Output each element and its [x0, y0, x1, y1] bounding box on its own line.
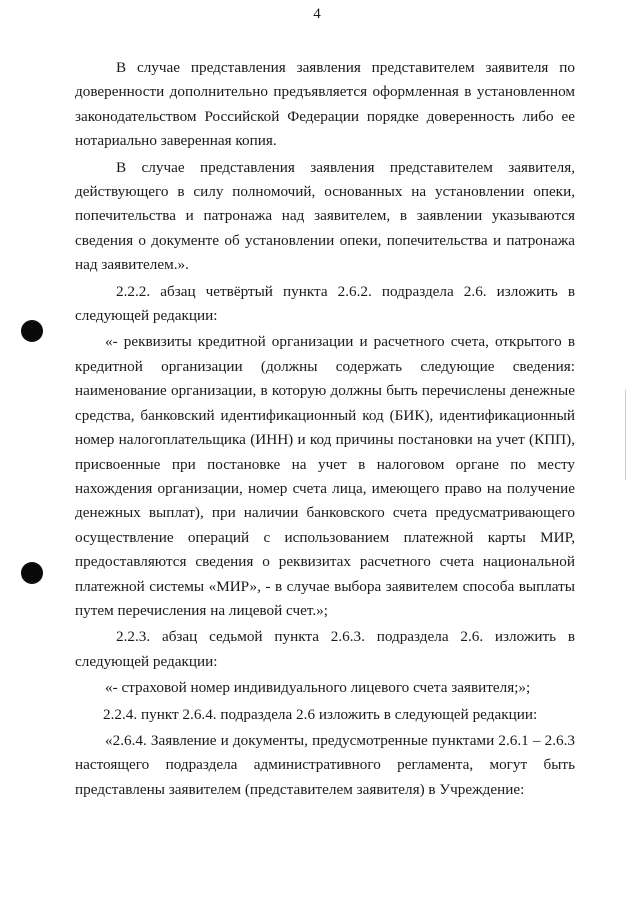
page-number: 4	[313, 6, 321, 22]
paragraph-power-of-attorney: В случае представления заявления представителем заявителя по доверенности дополнительно предъявляется оформленная в установленном законодательством Российской Федерации порядке доверенность либо ее нотариально заверенная копия.	[75, 59, 575, 150]
paragraph-2-6-4: «2.6.4. Заявление и документы, предусмотренные пунктами 2.6.1 – 2.6.3 настоящего подраздела административного регламента, могут быть представлены заявителем (представителем заявителя) в Учреждение:	[75, 731, 575, 798]
paragraph-amendment-2-2-4: 2.2.4. пункт 2.6.4. подраздела 2.6 изложить в следующей редакции:	[103, 705, 538, 723]
scan-edge-mark	[625, 390, 626, 480]
paragraph-insurance-number: «- страховой номер индивидуального лицевого счета заявителя;»;	[105, 679, 531, 697]
document-body	[75, 56, 575, 804]
paragraph-guardianship: В случае представления заявления представителем заявителя, действующего в силу полномочий, основанных на установлении опеки, попечительства и патронажа над заявителем, в заявлении указываются сведения о документе об установлении опеки, попечительства и патронажа над заявителем.».	[75, 158, 575, 274]
paragraph-amendment-2-2-2: 2.2.2. абзац четвёртый пункта 2.6.2. подраздела 2.6. изложить в следующей редакции:	[75, 282, 575, 325]
paragraph-bank-details: «- реквизиты кредитной организации и расчетного счета, открытого в кредитной организации (должны содержать следующие сведения: наименование организации, в которую должны быть перечислены денежные средства, банковский идентификационный код (БИК), идентификационный номер налогоплательщика (ИНН) и код причины постановки на учет (КПП), присвоенные при постановке на учет в налоговом органе по месту нахождения организации, номер счета лица, имеющего право на получение денежных выплат), при наличии банковского счета предусматривающего осуществление операций с использованием платежной карты МИР, предоставляются сведения о реквизитах расчетного счета национальной платежной системы «МИР», - в случае выбора заявителем способа выплаты путем перечисления на лицевой счет.»;	[75, 333, 575, 619]
punch-hole-bottom	[21, 562, 43, 584]
paragraph-amendment-2-2-3: 2.2.3. абзац седьмой пункта 2.6.3. подраздела 2.6. изложить в следующей редакции:	[75, 628, 575, 670]
punch-hole-top	[21, 320, 43, 342]
